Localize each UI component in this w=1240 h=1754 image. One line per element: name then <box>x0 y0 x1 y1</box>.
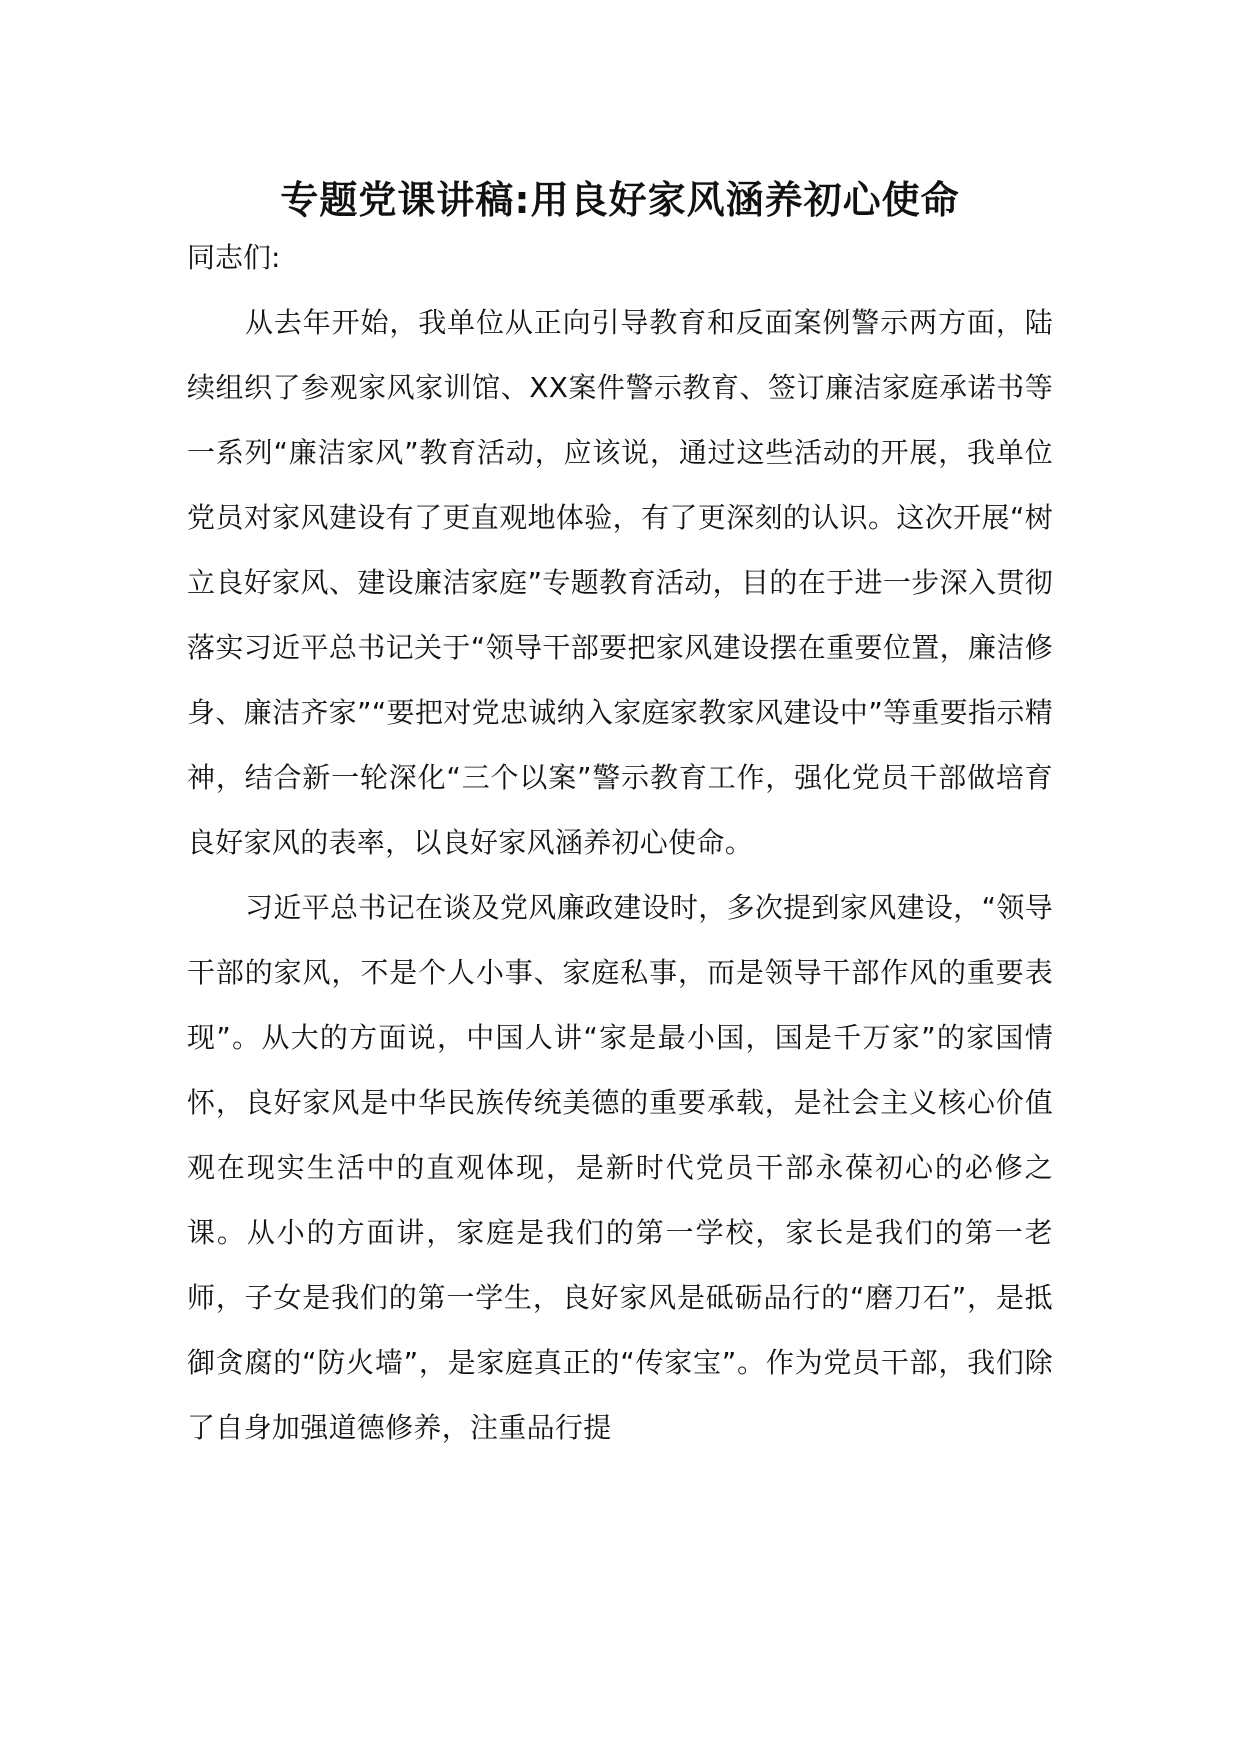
salutation: 同志们: <box>187 241 281 274</box>
paragraph-1: 从去年开始，我单位从正向引导教育和反面案例警示两方面，陆续组织了参观家风家训馆、XX案件警示教育、签订廉洁家庭承诺书等一系列“廉洁家风”教育活动，应该说，通过这些活动的开展，我单位党员对家风建设有了更直观地体验，有了更深刻的认识。这次开展“树立良好家风、建设廉洁家庭”专题教育活动，目的在于进一步深入贯彻落实习近平总书记关于“领导干部要把家风建设摆在重要位置，廉洁修身、廉洁齐家”“要把对党忠诚纳入家庭家教家风建设中”等重要指示精神，结合新一轮深化“三个以案”警示教育工作，强化党员干部做培育良好家风的表率，以良好家风涵养初心使命。 <box>187 306 1053 859</box>
document-body <box>187 225 1053 1460</box>
paragraph-2: 习近平总书记在谈及党风廉政建设时，多次提到家风建设，“领导干部的家风，不是个人小事、家庭私事，而是领导干部作风的重要表现”。从大的方面说，中国人讲“家是最小国，国是千万家”的家国情怀，良好家风是中华民族传统美德的重要承载，是社会主义核心价值观在现实生活中的直观体现，是新时代党员干部永葆初心的必修之课。从小的方面讲，家庭是我们的第一学校，家长是我们的第一老师，子女是我们的第一学生，良好家风是砥砺品行的“磨刀石”，是抵御贪腐的“防火墙”，是家庭真正的“传家宝”。作为党员干部，我们除了自身加强道德修养，注重品行提 <box>187 891 1053 1444</box>
document-title: 专题党课讲稿:用良好家风涵养初心使命 <box>280 178 960 222</box>
